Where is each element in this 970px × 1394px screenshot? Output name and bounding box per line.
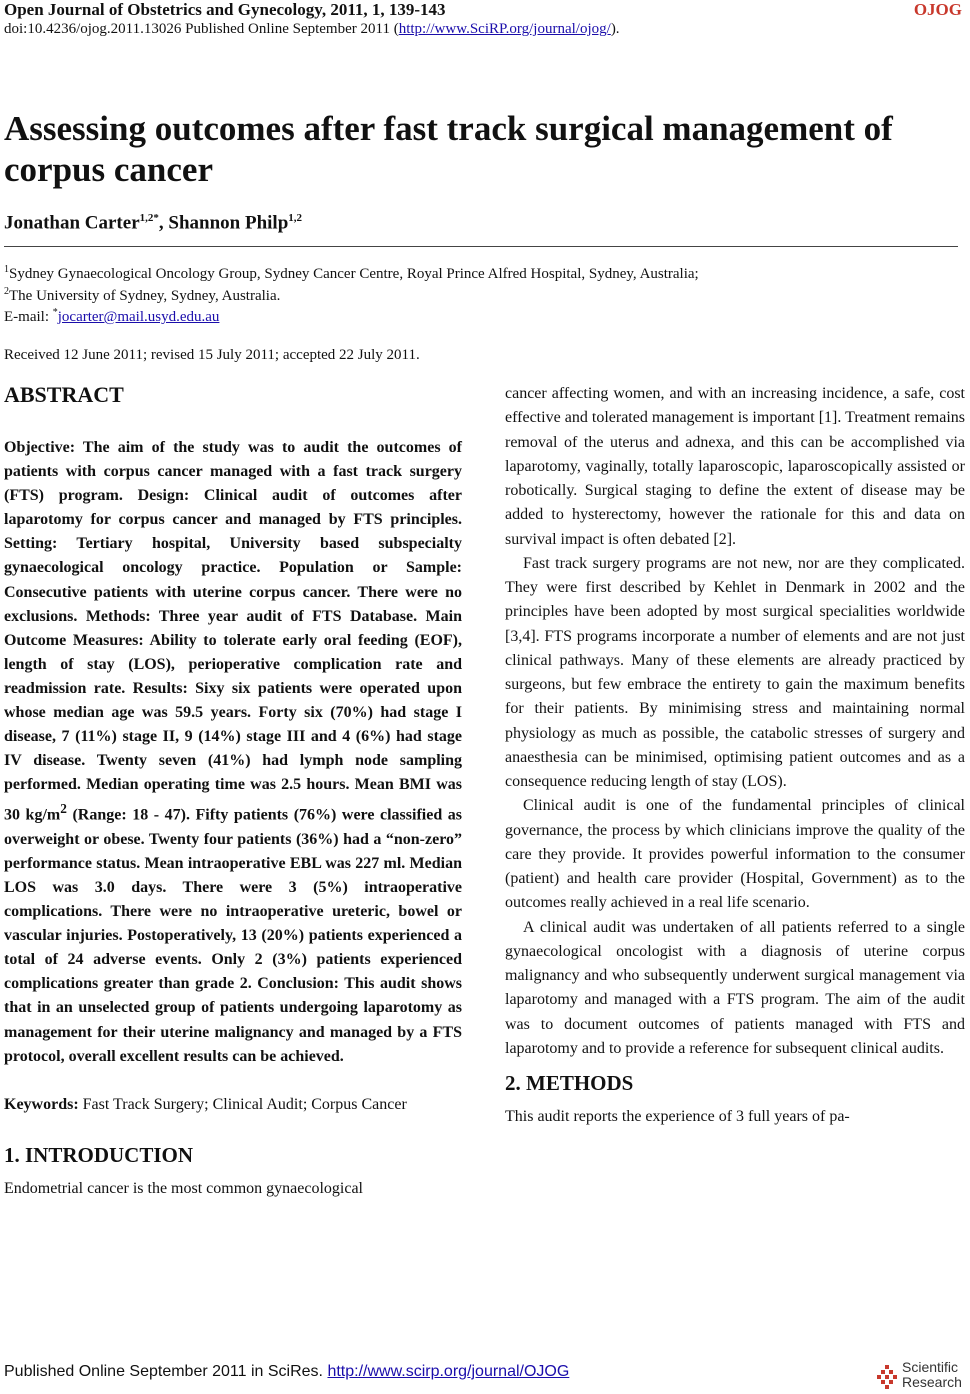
keywords-text: Fast Track Surgery; Clinical Audit; Corpus Cancer bbox=[78, 1095, 407, 1113]
logo-line: Scientific bbox=[902, 1359, 959, 1375]
email-link[interactable]: jocarter@mail.usyd.edu.au bbox=[57, 309, 220, 325]
abstract-text bbox=[4, 436, 462, 1069]
publisher-logo bbox=[874, 1360, 966, 1394]
logo-line: Research bbox=[902, 1374, 962, 1390]
abstract-heading: ABSTRACT bbox=[4, 382, 124, 407]
received-dates: Received 12 June 2011; revised 15 July 2011; accepted 22 July 2011. bbox=[4, 347, 420, 363]
author-name: Jonathan Carter bbox=[4, 212, 140, 234]
footer-link[interactable]: http://www.scirp.org/journal/OJOG bbox=[327, 1363, 570, 1380]
affiliation bbox=[4, 264, 699, 283]
page-footer bbox=[4, 1363, 569, 1381]
abstract-part-b: (Range: 18 - 47). Fifty patients (76%) were classified as overweight or obese. Twenty four patients (36%) had a “non-zero” performance status. Mean intraoperative EBL was 227 ml. Median LOS was 3.0 days. There were 3 (5%) intraoperative complications. There were no intraoperative ureteric, bowel or vascular injuries. Postoperatively, 13 (20%) patients experienced a total of 24 adverse events. Only 2 (3%) patients experienced complications greater than grade 2. Conclusion: This audit shows that in an unselected group of patients undergoing laparotomy as management for their uterine malignancy and managed by a FTS protocol, overall excellent results can be achieved. bbox=[4, 806, 462, 1065]
section-heading-methods: 2. METHODS bbox=[505, 1071, 634, 1095]
affiliation bbox=[4, 286, 280, 305]
paragraph: Clinical audit is one of the fundamental principles of clinical governance, the process by which clinicians improve the quality of the care they provide. It provides powerful information to the consumer (patient) and health care provider (Hospital, Government) as to the outcomes really achieved in a real life scenario. bbox=[505, 797, 965, 912]
keywords bbox=[4, 1093, 462, 1117]
paragraph: Fast track surgery programs are not new, nor are they complicated. They were first described by Kehlet in Denmark in 2002 and the principles have been adopted by most surgical specialities worldwide [3,4]. FTS programs incorporate a number of elements and are not just clinical pathways. Many of these elements are already practiced by surgeons, but few embrace the entirety to gain the maximum benefits for their patients. By minimising stress and maintaining normal physiology as much as possible, the catabolic stresses of surgery and anaesthesia can be minimised, optimising patient outcomes and as a consequence reducing length of stay (LOS). bbox=[505, 554, 965, 790]
abstract-part-a: Objective: The aim of the study was to audit the outcomes of patients with corpus cancer managed with a fast track surgery (FTS) program. Design: Clinical audit of outcomes after laparotomy for corpus cancer and managed by FTS principles. Setting: Tertiary hospital, University based subspecialty gynaecological oncology practice. Population or Sample: Consecutive patients with uterine corpus cancer. There were no exclusions. Methods: Three year audit of FTS Database. Main Outcome Measures: Ability to tolerate early oral feeding (EOF), length of stay (LOS), perioperative complication rate and readmission rate. Results: Sixy six patients were operated upon whose median age was 59.5 years. Forty six (70%) had stage I disease, 7 (11%) stage II, 9 (14%) stage III and 4 (6%) had stage IV disease. Twenty seven (41%) had lymph node sampling performed. Median operating time was 2.5 hours. Mean BMI was 30 kg/m bbox=[4, 439, 462, 824]
journal-citation: Open Journal of Obstetrics and Gynecology, 2011, 1, 139-143 bbox=[4, 0, 446, 19]
footer-text: Published Online September 2011 in SciRes. bbox=[4, 1363, 328, 1380]
author-name: Shannon Philp bbox=[168, 212, 289, 234]
email-marker: * bbox=[52, 307, 58, 318]
affiliation-text: The University of Sydney, Sydney, Australia. bbox=[9, 288, 281, 304]
doi-suffix: ). bbox=[610, 21, 620, 37]
section-heading-introduction: 1. INTRODUCTION bbox=[4, 1142, 194, 1167]
right-column bbox=[505, 382, 965, 1129]
author-separator: , bbox=[158, 212, 169, 234]
publisher-logo-icon bbox=[874, 1364, 900, 1390]
publisher-logo-text bbox=[902, 1360, 962, 1390]
left-column bbox=[4, 382, 462, 1201]
superscript: 2 bbox=[60, 801, 67, 817]
paragraph: Endometrial cancer is the most common gynaecological bbox=[4, 1179, 363, 1197]
email-label: E-mail: bbox=[4, 309, 53, 325]
affiliation-marker: 2 bbox=[4, 286, 9, 297]
author-affiliation-marker: 1,2* bbox=[139, 212, 159, 224]
email-line bbox=[4, 307, 219, 326]
journal-link[interactable]: http://www.SciRP.org/journal/ojog/ bbox=[398, 21, 611, 37]
header-divider bbox=[4, 246, 958, 247]
author-affiliation-marker: 1,2 bbox=[288, 212, 303, 224]
paragraph: cancer affecting women, and with an increasing incidence, a safe, cost effective and tolerated management is important [1]. Treatment remains removal of the uterus and adnexa, and this can be accomplished via laparotomy, vaginally, totally laparoscopic, laparoscopically assisted or robotically. Surgical staging to define the extent of disease may be added to hysterectomy, however the rationale for this and data on survival impact is often debated [2]. bbox=[505, 385, 965, 548]
paragraph: A clinical audit was undertaken of all patients referred to a single gynaecological oncologist with a diagnosis of uterine corpus malignancy and who subsequently underwent surgical management via laparotomy and managed with a FTS program. The aim of the audit was to document outcomes of patients managed with FTS and laparotomy and to provide a reference for subsequent clinical audits. bbox=[505, 918, 965, 1057]
paper-title: Assessing outcomes after fast track surgical management of corpus cancer bbox=[4, 109, 893, 189]
author-list bbox=[4, 212, 302, 234]
doi-line bbox=[4, 21, 620, 38]
keywords-label: Keywords: bbox=[4, 1095, 79, 1113]
doi-prefix: doi:10.4236/ojog.2011.13026 Published Online September 2011 ( bbox=[4, 21, 399, 37]
affiliation-marker: 1 bbox=[4, 264, 9, 275]
affiliation-text: Sydney Gynaecological Oncology Group, Sydney Cancer Centre, Royal Prince Alfred Hospital, Sydney, Australia; bbox=[9, 266, 699, 282]
paragraph: This audit reports the experience of 3 full years of pa- bbox=[505, 1108, 850, 1125]
journal-tag: OJOG bbox=[913, 0, 962, 19]
